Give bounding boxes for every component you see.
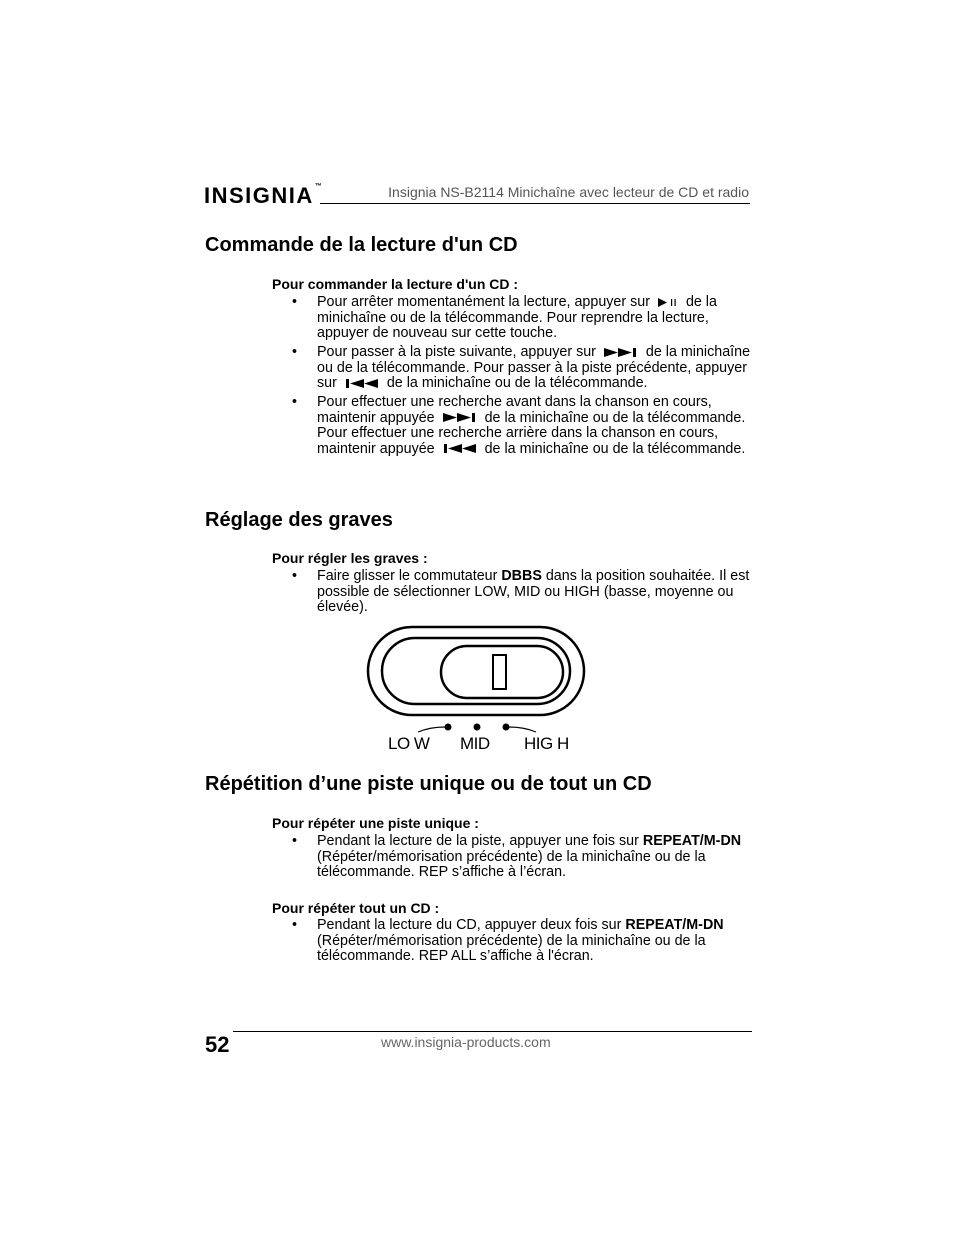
switch-label-high: HIG H: [524, 734, 569, 753]
insignia-logo: INSIGNIA™: [204, 183, 324, 208]
list-item: • Pendant la lecture du CD, appuyer deux fois sur REPEAT/M-DN (Répéter/mémorisation précédente) de la minichaîne ou de la télécommande. REP ALL s’affiche à l'écran.: [292, 918, 752, 965]
bullet-list-cd-playback: [292, 295, 752, 461]
next-track-icon: [603, 347, 639, 358]
subheading-repeat-cd: Pour répéter tout un CD :: [272, 900, 440, 916]
subheading-bass: Pour régler les graves :: [272, 550, 428, 566]
page-number: 52: [205, 1032, 230, 1057]
footer-rule: [233, 1031, 752, 1032]
bullet-list-repeat-track: [292, 834, 752, 884]
switch-label-low: LO W: [388, 734, 430, 753]
section-heading-repeat: Répétition d’une piste unique ou de tout un CD: [205, 773, 652, 795]
list-item: • Pour effectuer une recherche avant dans la chanson en cours, maintenir appuyée de la minichaîne ou de la télécommande. Pour effectuer une recherche arrière dans la chanson en cours, maintenir appuyée de la minichaîne ou de la télécommande.: [292, 395, 752, 457]
footer-url: www.insignia-products.com: [381, 1034, 551, 1050]
bullet-list-bass: [292, 569, 752, 619]
list-item: • Pendant la lecture de la piste, appuyer une fois sur REPEAT/M-DN (Répéter/mémorisation précédente) de la minichaîne ou de la télécommande. REP s’affiche à l’écran.: [292, 834, 752, 881]
list-item: • Pour arrêter momentanément la lecture, appuyer sur de la minichaîne ou de la télécommande. Pour reprendre la lecture, appuyer de nouveau sur cette touche.: [292, 295, 752, 342]
list-item: • Pour passer à la piste suivante, appuyer sur de la minichaîne ou de la télécommande. Pour passer à la piste précédente, appuyer sur de la minichaîne ou de la télécommande.: [292, 345, 752, 392]
subheading-cd-playback: Pour commander la lecture d'un CD :: [272, 276, 519, 292]
next-track-icon: [442, 412, 478, 423]
previous-track-icon: [344, 378, 380, 389]
section-heading-cd-playback: Commande de la lecture d'un CD: [205, 234, 518, 256]
switch-label-mid: MID: [460, 734, 490, 753]
header-title: Insignia NS-B2114 Minichaîne avec lecteur de CD et radio: [388, 184, 749, 200]
bullet-list-repeat-cd: [292, 918, 752, 968]
list-item: • Faire glisser le commutateur DBBS dans la position souhaitée. Il est possible de sélectionner LOW, MID ou HIGH (basse, moyenne ou élevée).: [292, 569, 752, 616]
play-pause-icon: [657, 297, 679, 308]
dbbs-switch-diagram: [366, 625, 588, 747]
subheading-repeat-track: Pour répéter une piste unique :: [272, 815, 479, 831]
header-rule: [320, 203, 750, 204]
section-heading-bass: Réglage des graves: [205, 509, 393, 531]
previous-track-icon: [442, 443, 478, 454]
